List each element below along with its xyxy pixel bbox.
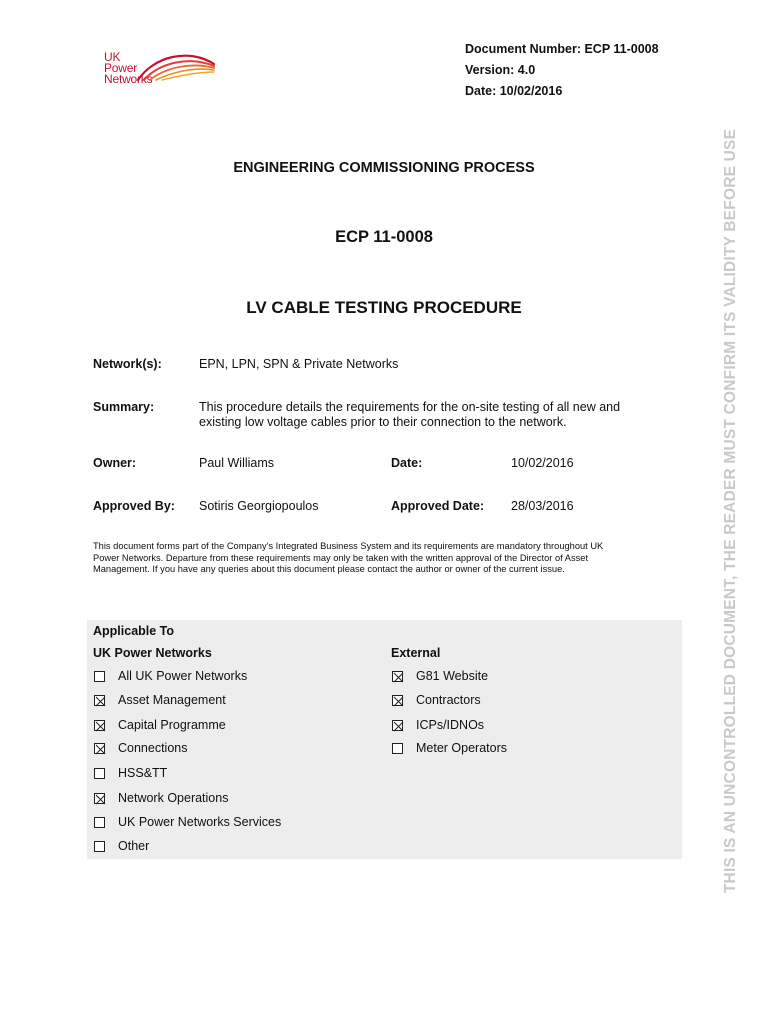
uk-power-networks-header: UK Power Networks (93, 646, 212, 660)
checkbox-uk-power-networks-services[interactable] (94, 815, 281, 829)
approved-by-value: Sotiris Georgiopoulos (199, 499, 319, 513)
checkbox-label: Network Operations (118, 791, 229, 805)
checkbox-contractors[interactable] (392, 693, 481, 707)
summary-value (199, 400, 620, 429)
checkbox-label: Capital Programme (118, 718, 226, 732)
checkbox-box[interactable] (94, 671, 105, 682)
date-label: Date: (391, 456, 423, 470)
checkbox-box[interactable] (94, 817, 105, 828)
legal-notice (93, 541, 668, 576)
checkbox-connections[interactable] (94, 741, 188, 755)
owner-label: Owner: (93, 456, 137, 470)
summary-line-1: This procedure details the requirements for the on-site testing of all new and (199, 400, 621, 414)
owner-value: Paul Williams (199, 456, 275, 470)
checkbox-label: Other (118, 839, 150, 853)
logo-line-2: Power (104, 61, 138, 75)
checkbox-label: Contractors (416, 693, 481, 707)
checkbox-label: G81 Website (416, 669, 489, 683)
logo-swoosh-icon (134, 50, 218, 84)
legal-line-1: This document forms part of the Company's Integrated Business System and its requirements are mandatory throughout UK (93, 541, 604, 551)
uncontrolled-watermark (720, 100, 742, 922)
checkbox-checked-icon[interactable] (392, 671, 403, 682)
document-title: LV CABLE TESTING PROCEDURE (246, 298, 522, 317)
logo-line-1: UK (104, 50, 121, 64)
date-value: 10/02/2016 (511, 456, 574, 470)
checkbox-label: All UK Power Networks (118, 669, 248, 683)
checkbox-checked-icon[interactable] (94, 743, 105, 754)
company-logo (104, 50, 224, 92)
checkbox-checked-icon[interactable] (94, 793, 105, 804)
checkbox-capital-programme[interactable] (94, 718, 226, 732)
checkbox-asset-management[interactable] (94, 693, 226, 707)
checkbox-label: HSS&TT (118, 766, 168, 780)
checkbox-hsstt[interactable] (94, 766, 167, 780)
checkbox-checked-icon[interactable] (392, 720, 403, 731)
checkbox-label: Asset Management (118, 693, 226, 707)
process-heading: ENGINEERING COMMISSIONING PROCESS (233, 160, 535, 176)
legal-line-2: Power Networks. Departure from these requirements may only be taken with the written approval of the Director of Asset (93, 552, 589, 563)
document-version: Version: 4.0 (465, 63, 536, 77)
document-meta (465, 41, 659, 104)
document-code-heading: ECP 11-0008 (335, 228, 433, 246)
checkbox-network-operations[interactable] (94, 791, 228, 805)
approved-by-label: Approved By: (93, 499, 175, 513)
external-header: External (391, 646, 441, 660)
checkbox-checked-icon[interactable] (94, 720, 105, 731)
checkbox-g81-website[interactable] (392, 669, 488, 683)
approved-date-value: 28/03/2016 (511, 499, 574, 513)
checkbox-checked-icon[interactable] (392, 695, 403, 706)
checkbox-checked-icon[interactable] (94, 695, 105, 706)
checkbox-label: ICPs/IDNOs (416, 718, 485, 732)
checkbox-icps-idnos[interactable] (392, 718, 484, 732)
applicable-to-panel (87, 620, 682, 859)
checkbox-box[interactable] (94, 768, 105, 779)
summary-label: Summary: (93, 400, 155, 414)
document-number: Document Number: ECP 11-0008 (465, 42, 659, 56)
networks-label: Network(s): (93, 357, 162, 371)
checkbox-other[interactable] (94, 839, 149, 853)
summary-line-2: existing low voltage cables prior to their connection to the network. (199, 414, 567, 429)
checkbox-label: Connections (118, 741, 188, 755)
applicable-title: Applicable To (93, 624, 175, 638)
networks-value: EPN, LPN, SPN & Private Networks (199, 357, 399, 371)
document-date: Date: 10/02/2016 (465, 84, 563, 98)
watermark-text: THIS IS AN UNCONTROLLED DOCUMENT, THE READER MUST CONFIRM ITS VALIDITY BEFORE USE (722, 128, 740, 894)
legal-line-3: Management. If you have any queries about this document please contact the author or owner of the current issue. (93, 564, 565, 574)
checkbox-label: Meter Operators (416, 741, 508, 755)
logo-line-3: Networks (104, 72, 153, 86)
checkbox-meter-operators[interactable] (392, 741, 507, 755)
checkbox-label: UK Power Networks Services (118, 815, 282, 829)
checkbox-all-uk-power-networks[interactable] (94, 669, 247, 683)
checkbox-box[interactable] (94, 841, 105, 852)
approved-date-label: Approved Date: (391, 499, 485, 513)
checkbox-box[interactable] (392, 743, 403, 754)
